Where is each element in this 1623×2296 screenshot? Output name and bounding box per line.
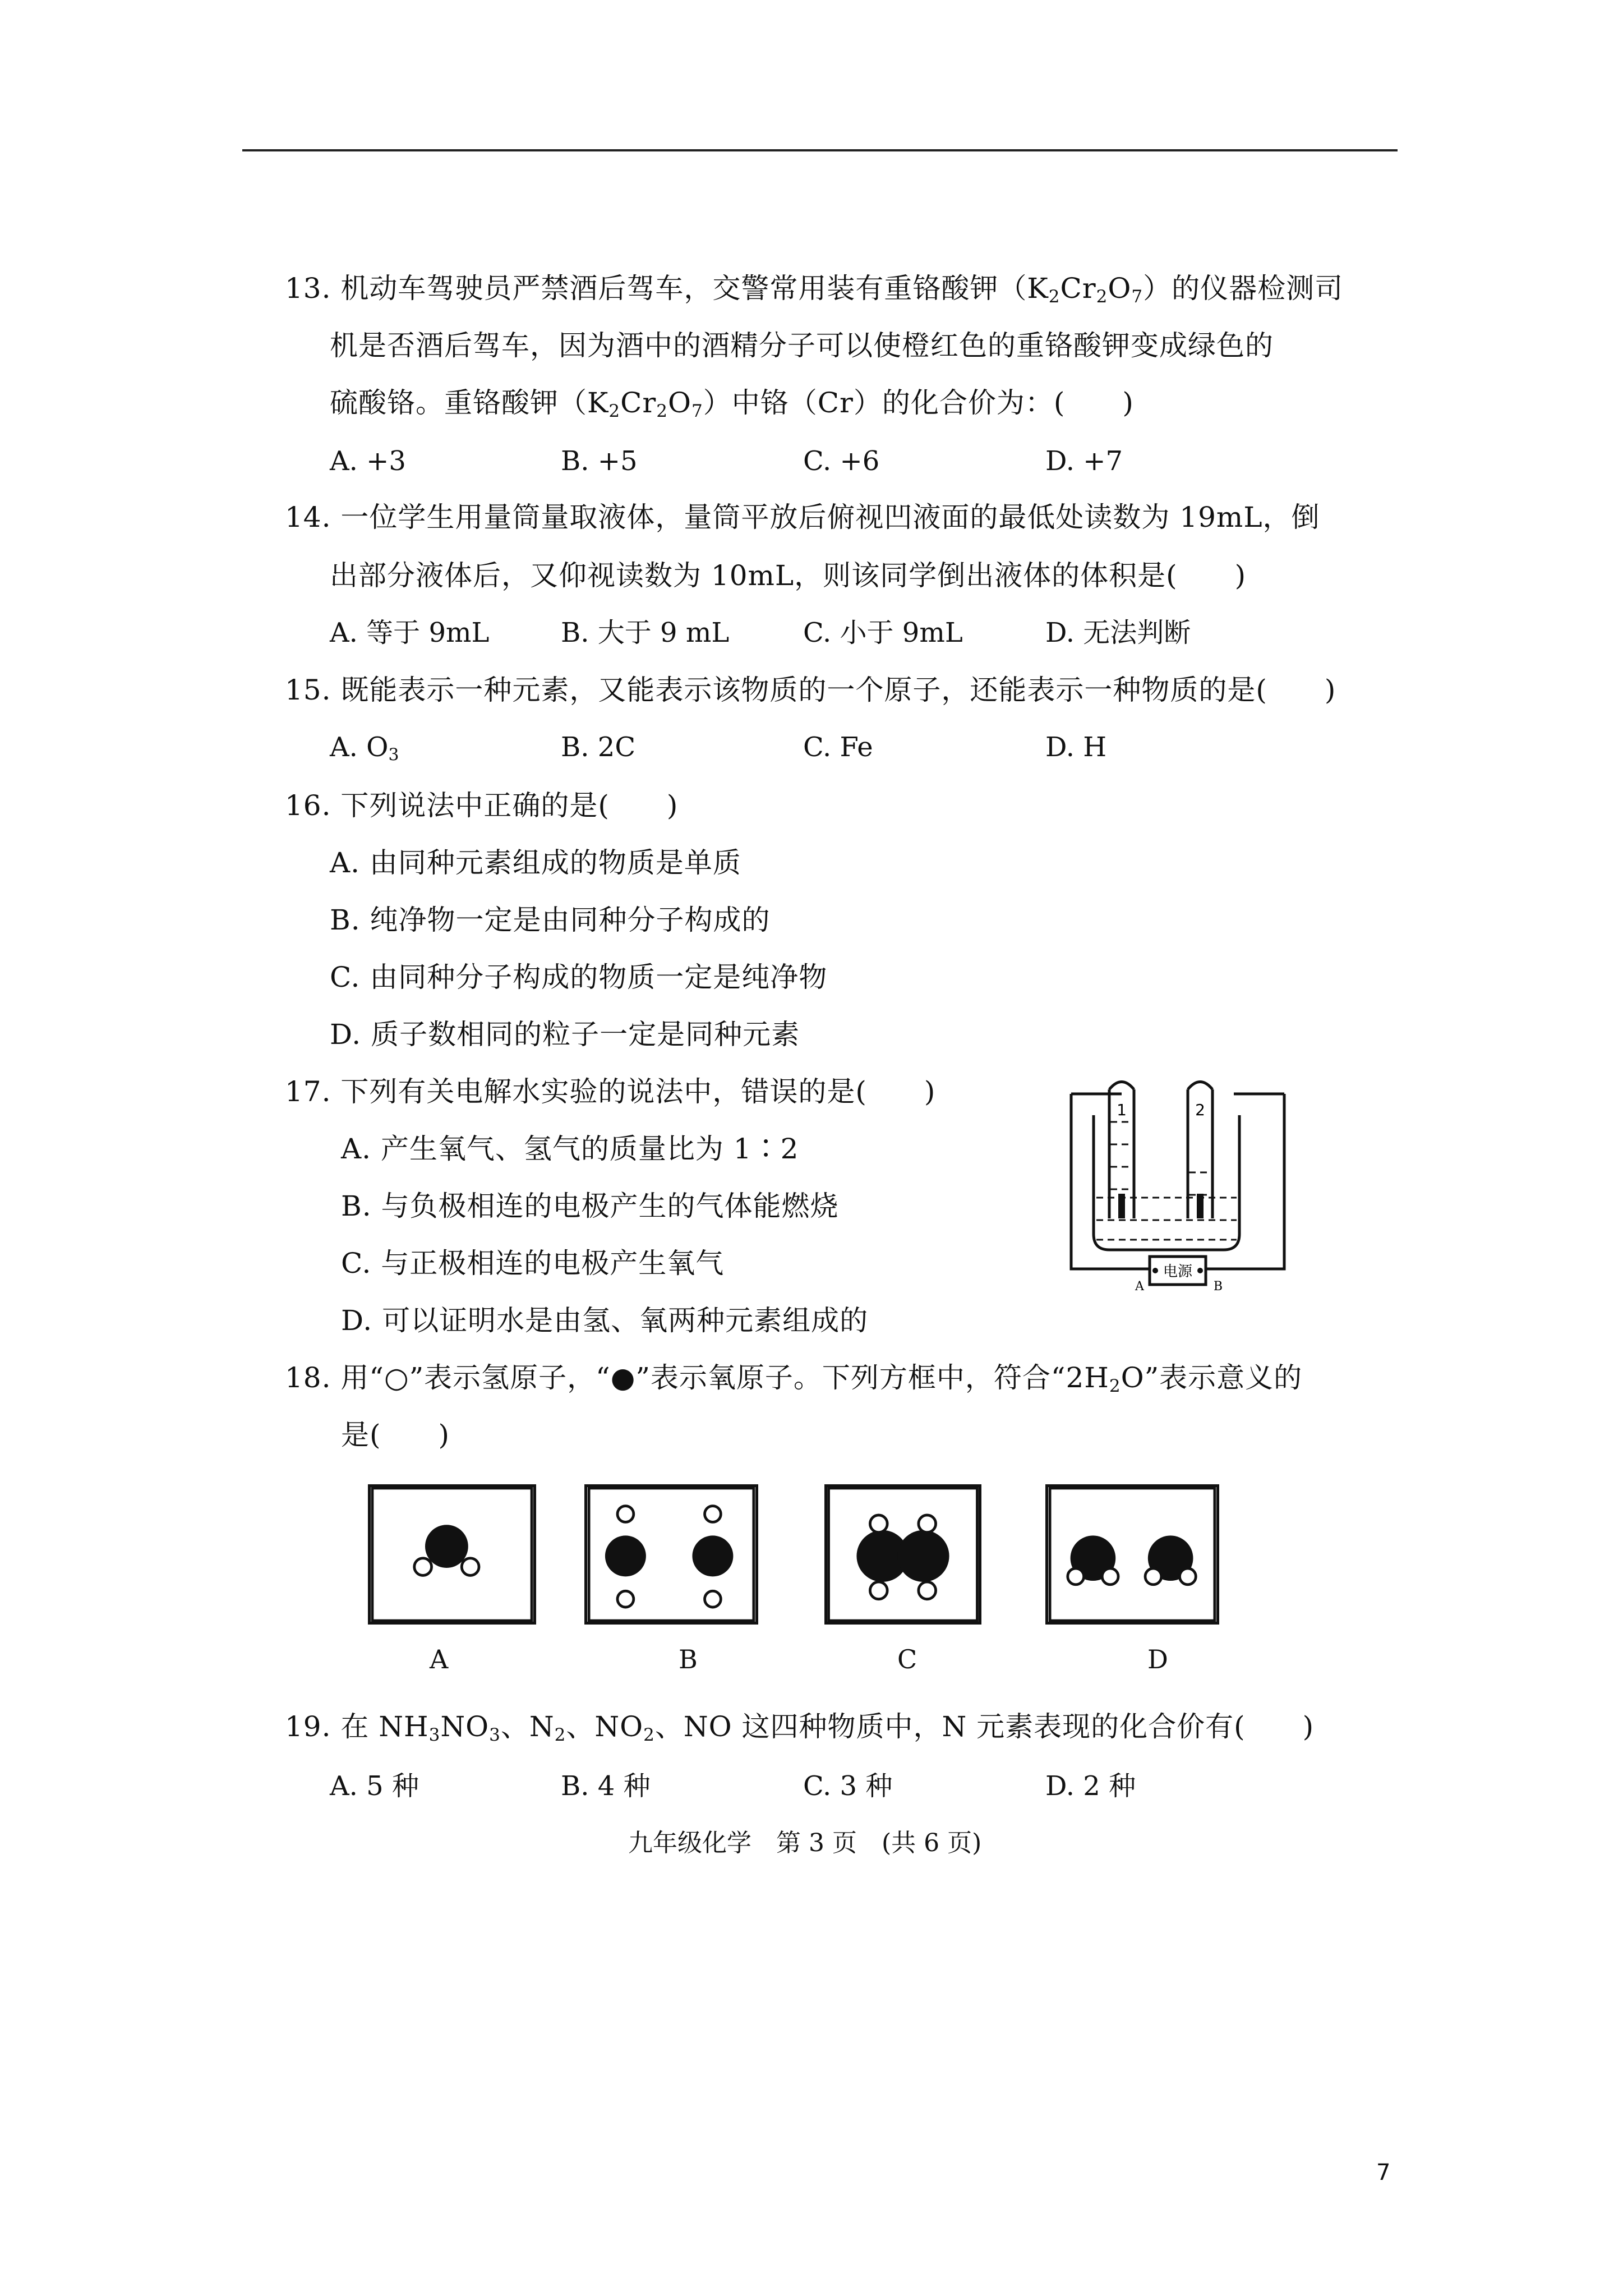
q13-option-d: D. +7: [1045, 445, 1123, 477]
q13-line2: 机是否酒后驾车，因为酒中的酒精分子可以使橙红色的重铬酸钾变成绿色的: [330, 329, 1274, 362]
oxygen-atom: [425, 1525, 468, 1568]
q17-option-d: D. 可以证明水是由氢、氧两种元素组成的: [341, 1304, 869, 1337]
q19-option-b: B. 4 种: [561, 1770, 651, 1802]
q17-option-b: B. 与负极相连的电极产生的气体能燃烧: [341, 1190, 839, 1222]
q16-option-b: B. 纯净物一定是由同种分子构成的: [330, 904, 771, 936]
q15-option-c: C. Fe: [803, 731, 873, 763]
hydrogen-atom: [617, 1591, 634, 1607]
molecule-box-d: [1045, 1484, 1219, 1625]
q14-line1: 14. 一位学生用量筒量取液体，量筒平放后俯视凹液面的最低处读数为 19mL，倒: [285, 501, 1320, 533]
oxygen-atom: [692, 1535, 733, 1576]
hydrogen-atom: [414, 1558, 432, 1576]
q17-option-a: A. 产生氧气、氢气的质量比为 1∶2: [341, 1133, 799, 1165]
box-label-d: D: [1147, 1644, 1168, 1674]
hydrogen-atom: [462, 1558, 479, 1576]
q13-line3: 硫酸铬。重铬酸钾$(K_2Cr_2O_7)$中铬（Cr）的化合价为：( ): [330, 386, 1134, 421]
q16-line1: 16. 下列说法中正确的是( ): [285, 789, 679, 822]
tube-1-label: 1: [1117, 1101, 1127, 1119]
q14-option-c: C. 小于 9mL: [803, 617, 963, 648]
power-source-label: 电源: [1163, 1263, 1193, 1280]
box-label-a: A: [430, 1644, 449, 1674]
q14-option-b: B. 大于 9 mL: [561, 617, 730, 648]
molecule-box-c: [824, 1484, 981, 1625]
hydrogen-atom: [919, 1515, 936, 1533]
hydrogen-atom: [1179, 1568, 1196, 1585]
hydrogen-atom: [705, 1591, 721, 1607]
q18-line2: 是( ): [341, 1419, 450, 1451]
header-rule: [242, 149, 1398, 151]
q18-line1: 18. 用“○”表示氢原子，“●”表示氧原子。下列方框中，符合“$2H_2O$”表示意义的: [285, 1361, 1303, 1396]
hydrogen-atom: [870, 1515, 887, 1533]
q13-option-a: A. +3: [330, 445, 406, 477]
box-label-c: C: [897, 1644, 917, 1674]
molecule-box-a: [368, 1484, 536, 1625]
molecule-box-b: [584, 1484, 758, 1625]
q19-line1: 19. 在 $NH_3NO_3$、$N_2$、$NO_2$、NO 这四种物质中，N 元素表现的化合价有( ): [285, 1710, 1315, 1745]
q19-option-d: D. 2 种: [1045, 1770, 1136, 1802]
q13-option-c: C. +6: [803, 445, 880, 477]
q13-option-b: B. +5: [561, 445, 638, 477]
oxygen-atom: [897, 1530, 949, 1582]
hydrogen-atom: [870, 1582, 887, 1599]
q16-option-a: A. 由同种元素组成的物质是单质: [330, 846, 741, 879]
hydrogen-atom: [617, 1506, 634, 1522]
q15-line1: 15. 既能表示一种元素，又能表示该物质的一个原子，还能表示一种物质的是( ): [285, 674, 1336, 706]
tube-2-label: 2: [1195, 1101, 1205, 1119]
hydrogen-atom: [1068, 1568, 1084, 1585]
q14-line2: 出部分液体后，又仰视读数为 10mL，则该同学倒出液体的体积是( ): [330, 559, 1247, 592]
q19-option-a: A. 5 种: [330, 1770, 419, 1802]
q19-option-c: C. 3 种: [803, 1770, 893, 1802]
terminal-b-label: B: [1213, 1280, 1223, 1294]
q16-option-c: C. 由同种分子构成的物质一定是纯净物: [330, 961, 828, 993]
hydrogen-atom: [705, 1506, 721, 1522]
electrolysis-diagram: [1066, 1071, 1290, 1296]
hydrogen-atom: [1102, 1568, 1118, 1585]
hydrogen-atom: [919, 1582, 936, 1599]
hydrogen-atom: [1145, 1568, 1161, 1585]
box-label-b: B: [679, 1644, 698, 1674]
page-footer: 九年级化学 第 3 页 (共 6 页): [628, 1829, 982, 1857]
page-number: 7: [1376, 2160, 1391, 2185]
q17-line1: 17. 下列有关电解水实验的说法中，错误的是( ): [285, 1075, 936, 1108]
terminal-a-label: A: [1135, 1280, 1144, 1294]
q14-option-d: D. 无法判断: [1045, 617, 1191, 648]
q14-option-a: A. 等于 9mL: [330, 617, 490, 648]
q13-line1: 13. 机动车驾驶员严禁酒后驾车，交警常用装有重铬酸钾$(K_2Cr_2O_7)$的仪器检测司: [285, 272, 1344, 307]
q15-option-d: D. H: [1045, 731, 1107, 763]
q15-option-a: A. $O_3$: [330, 731, 399, 765]
q15-option-b: B. 2C: [561, 731, 636, 763]
q16-option-d: D. 质子数相同的粒子一定是同种元素: [330, 1018, 800, 1051]
q17-option-c: C. 与正极相连的电极产生氧气: [341, 1247, 725, 1280]
oxygen-atom: [605, 1535, 646, 1576]
